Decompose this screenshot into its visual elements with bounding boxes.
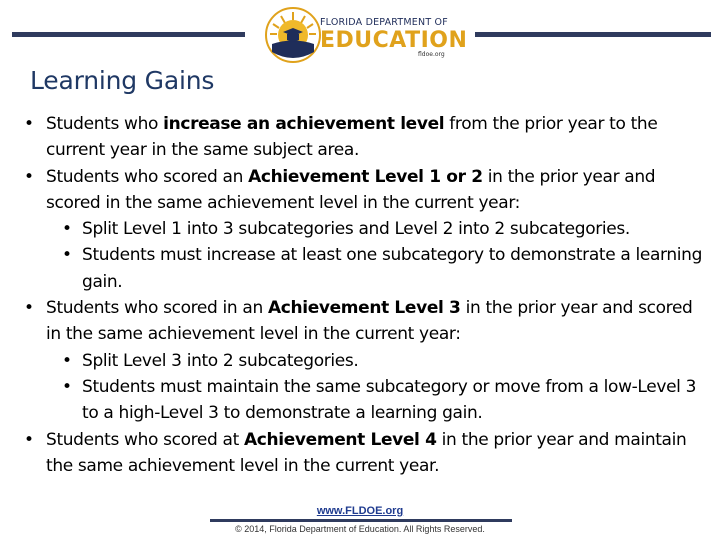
bullet-level-4	[18, 427, 708, 480]
bullet-level-1-2	[18, 164, 708, 295]
bullet-text: in the prior year and scored in the same achievement level in the current year:	[46, 166, 656, 213]
sub-bullet: • Students must maintain the same subcategory or move from a low-Level 3 to a high-Level 3 to demonstrate a learning gain.	[46, 374, 708, 427]
bullet-text: in the prior year and scored in the same achievement level in the current year:	[46, 298, 693, 345]
bullet-bold: Achievement Level 1 or 2	[248, 166, 483, 187]
footer-copyright: © 2014, Florida Department of Education. All Rights Reserved.	[235, 524, 485, 534]
sub-bullet-list	[46, 348, 708, 427]
bullet-bold: Achievement Level 4	[243, 429, 437, 450]
bullet-text: Students who	[46, 114, 164, 134]
sub-bullet: • Split Level 3 into 2 subcategories.	[46, 348, 708, 374]
bullet-text: Students who scored an	[46, 166, 249, 187]
slide-body	[18, 111, 708, 479]
header-bar-left	[12, 32, 245, 37]
logo-education-wordmark: EDUCATION	[320, 28, 468, 53]
sub-bullet: • Students must increase at least one subcategory to demonstrate a learning gain.	[46, 242, 708, 295]
sub-bullet-list	[46, 216, 708, 295]
logo-org-label: FLORIDA DEPARTMENT OF	[320, 17, 448, 28]
header-bar-right	[475, 32, 711, 37]
bullet-bold: Achievement Level 3	[267, 298, 461, 319]
bullet-text: Students who scored in an	[46, 298, 268, 319]
bullet-level-3	[18, 295, 708, 426]
bullet-bold: increase an achievement level	[163, 114, 445, 134]
bullet-increase-level	[18, 111, 708, 164]
footer-divider	[210, 519, 512, 522]
bullet-text: from the prior year to the current year in the same subject area.	[46, 114, 658, 161]
fldoe-logo[interactable]	[263, 4, 468, 66]
bullet-list	[18, 111, 708, 479]
doe-seal-logo	[263, 4, 323, 66]
slide-title: Learning Gains	[30, 66, 215, 95]
bullet-text: in the prior year and maintain the same achievement level in the current year.	[46, 429, 687, 476]
sub-bullet: • Split Level 1 into 3 subcategories and Level 2 into 2 subcategories.	[46, 216, 708, 242]
logo-url: fldoe.org	[418, 51, 445, 58]
footer-link[interactable]: www.FLDOE.org	[316, 505, 404, 517]
bullet-text: Students who scored at	[46, 429, 244, 450]
